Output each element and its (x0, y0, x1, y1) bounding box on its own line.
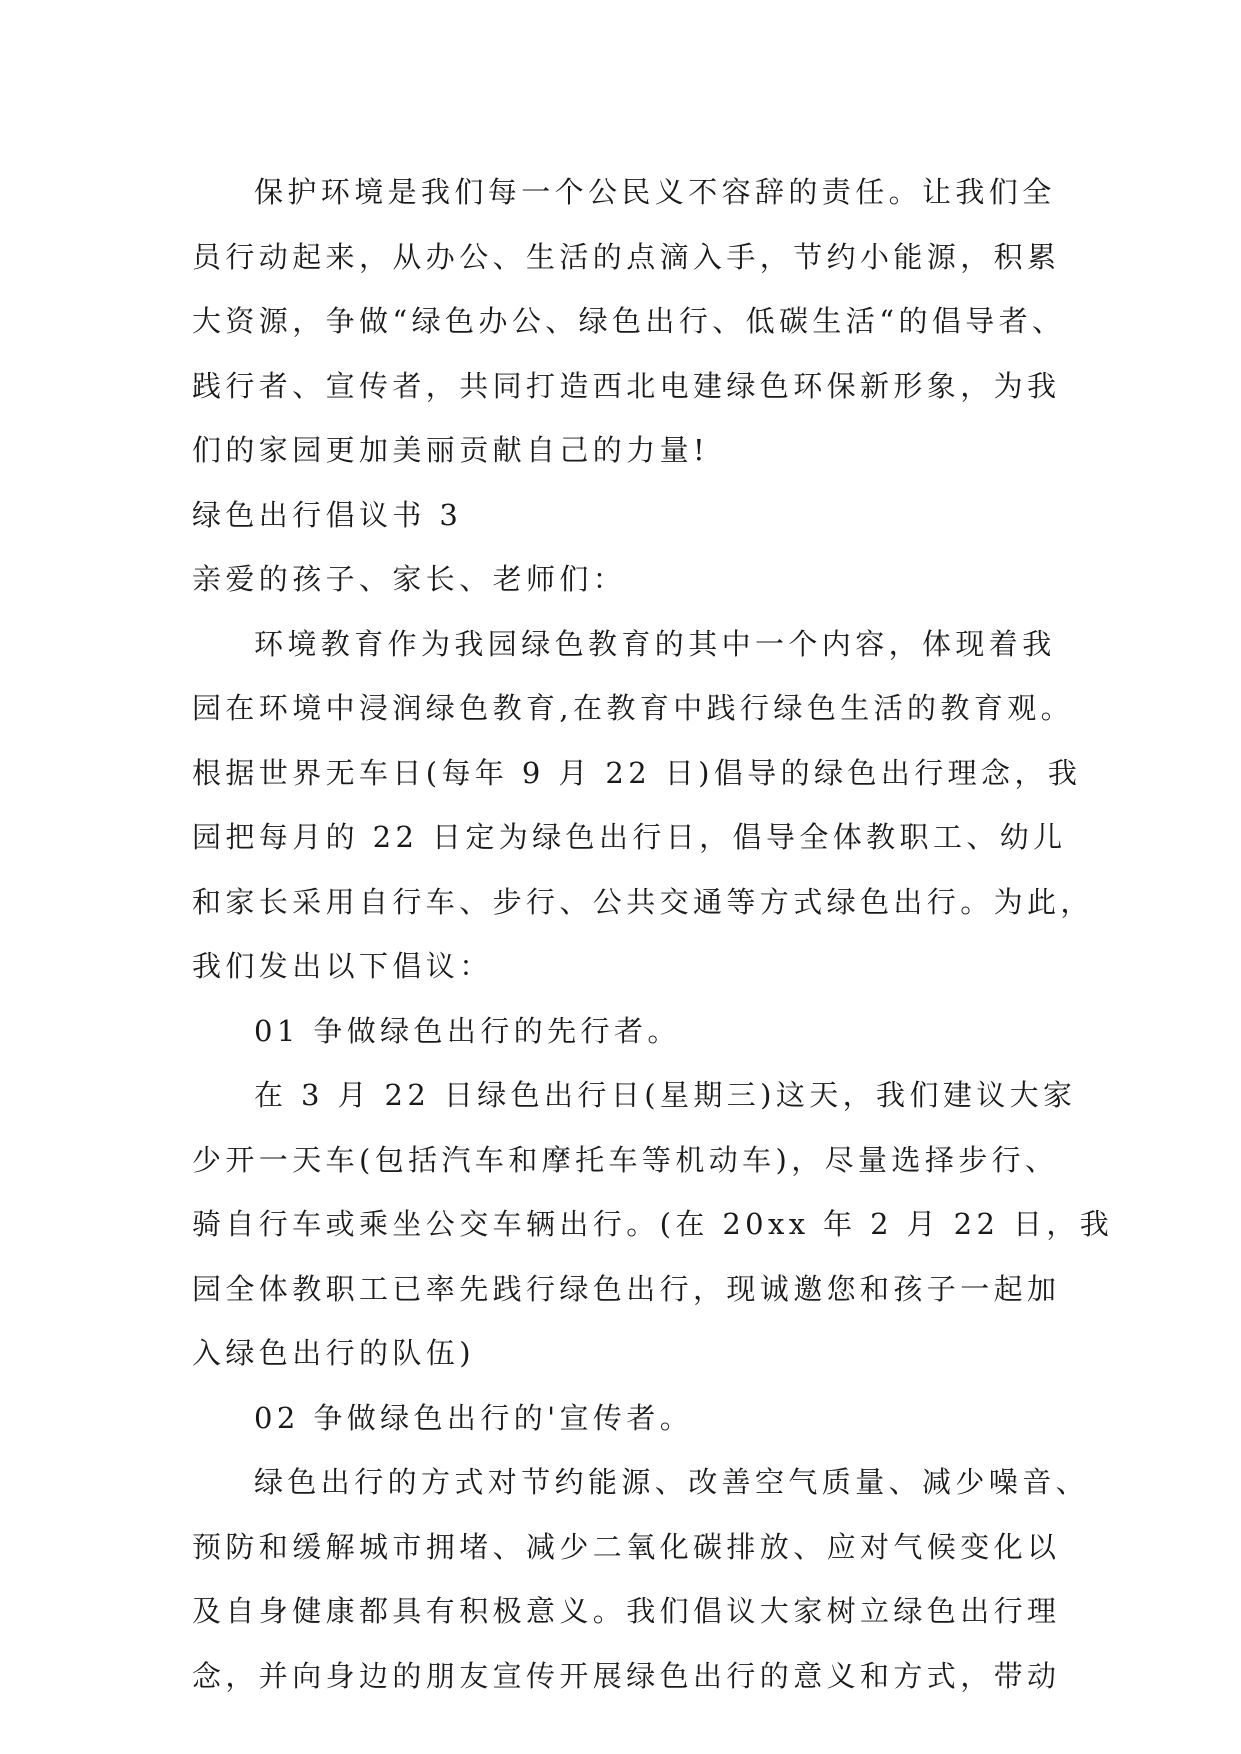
text-line: 预防和缓解城市拥堵、减少二氧化碳排放、应对气候变化以 (192, 1529, 1061, 1564)
text-line: 践行者、宣传者，共同打造西北电建绿色环保新形象，为我 (192, 368, 1061, 403)
section-heading: 绿色出行倡议书 3 (192, 497, 463, 532)
text-line: 员行动起来，从办公、生活的点滴入手，节约小能源，积累 (192, 239, 1061, 274)
text-line: 我们发出以下倡议： (192, 949, 493, 983)
text-line: 及自身健康都具有积极意义。我们倡议大家树立绿色出行理 (192, 1594, 1061, 1628)
text-line: 少开一天车(包括汽车和摩托车等机动车)，尽量选择步行、 (192, 1142, 1059, 1177)
text-line: 大资源，争做“绿色办公、绿色出行、低碳生活“的倡导者、 (192, 304, 1066, 338)
proposal-heading: 01 争做绿色出行的先行者。 (254, 1013, 681, 1048)
text-line: 们的家园更加美丽贡献自己的力量! (192, 433, 710, 467)
document-page (192, 160, 1114, 1708)
text-line: 在 3 月 22 日绿色出行日(星期三)这天，我们建议大家 (254, 1078, 1077, 1112)
proposal-heading: 02 争做绿色出行的'宣传者。 (254, 1400, 694, 1435)
text-line: 骑自行车或乘坐公交车辆出行。(在 20xx 年 2 月 22 日，我 (192, 1207, 1114, 1241)
text-line: 环境教育作为我园绿色教育的其中一个内容，体现着我 (254, 626, 1056, 661)
salutation: 亲爱的孩子、家长、老师们： (192, 562, 627, 596)
text-line: 园把每月的 22 日定为绿色出行日，倡导全体教职工、幼儿 (192, 820, 1067, 854)
text-line: 入绿色出行的队伍) (192, 1336, 475, 1370)
text-line: 园全体教职工已率先践行绿色出行，现诚邀您和孩子一起加 (192, 1271, 1061, 1306)
text-line: 念，并向身边的朋友宣传开展绿色出行的意义和方式，带动 (192, 1658, 1061, 1693)
text-line: 园在环境中浸润绿色教育,在教育中践行绿色生活的教育观。 (192, 691, 1075, 725)
text-line: 绿色出行的方式对节约能源、改善空气质量、减少噪音、 (254, 1465, 1090, 1499)
text-line: 保护环境是我们每一个公民义不容辞的责任。让我们全 (254, 175, 1056, 209)
text-line: 根据世界无车日(每年 9 月 22 日)倡导的绿色出行理念，我 (192, 755, 1082, 790)
text-line: 和家长采用自行车、步行、公共交通等方式绿色出行。为此， (192, 884, 1094, 919)
